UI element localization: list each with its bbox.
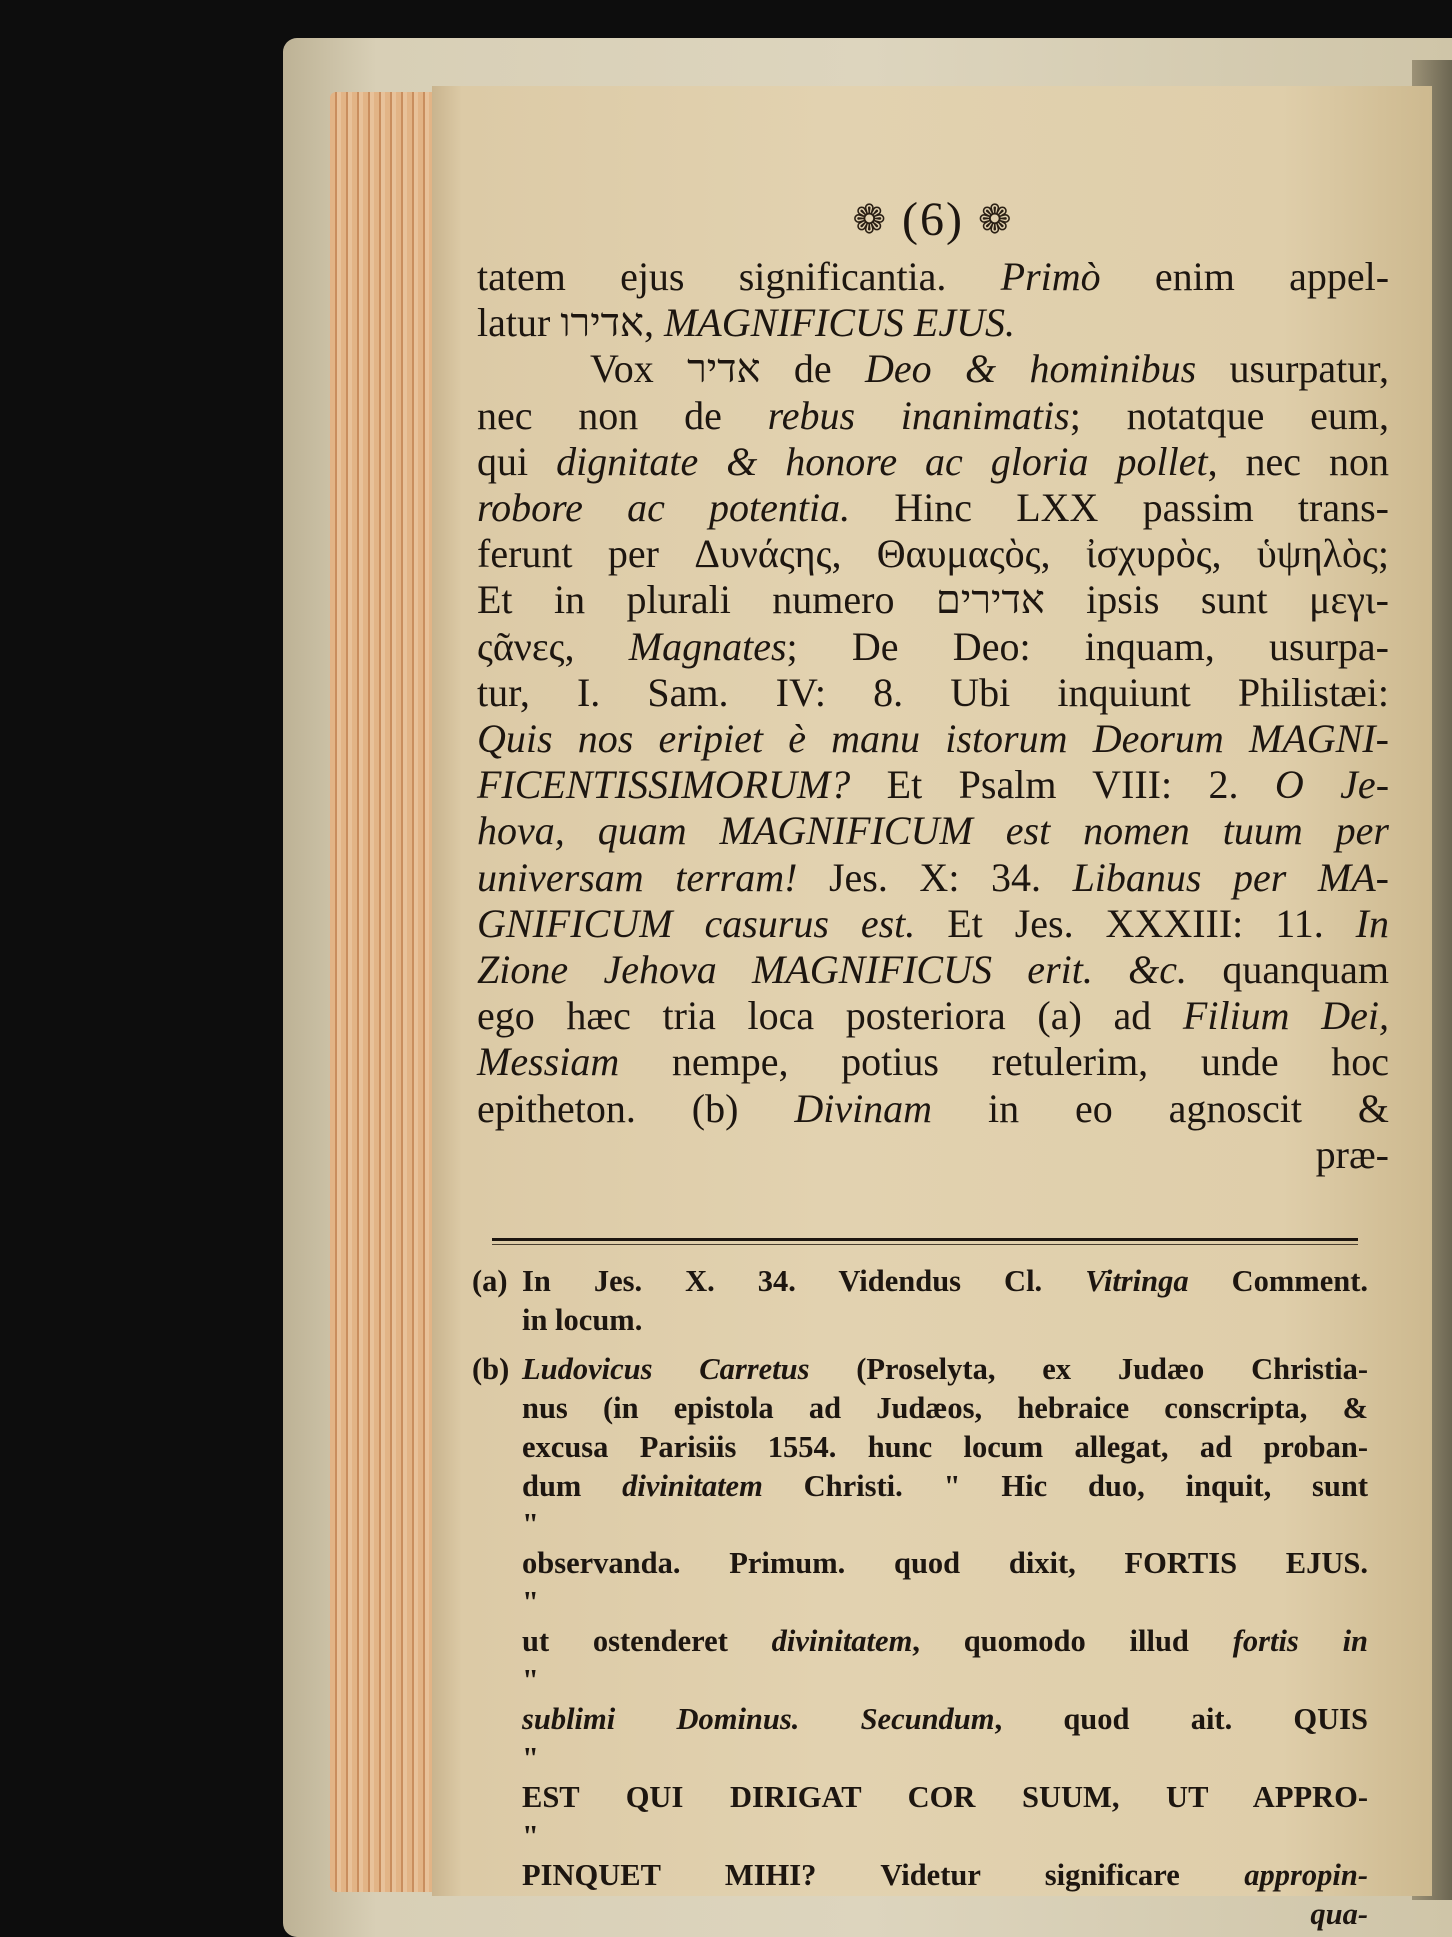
footnote-divider-thin xyxy=(492,1244,1358,1245)
text-line: universam terram! Jes. X: 34. Libanus per MA- xyxy=(477,854,1390,900)
main-text-block xyxy=(477,190,1389,1178)
footnote-line: " PINQUET MIHI? Videtur significare appropin- xyxy=(522,1818,1368,1892)
text-line: Messiam nempe, potius retulerim, unde hoc xyxy=(477,1039,1389,1085)
footnote-line: nus (in epistola ad Judæos, hebraice conscripta, & xyxy=(522,1390,1368,1425)
text-line: Et in plurali numero אדירים ipsis sunt μεγι- xyxy=(477,577,1389,623)
text-line: FICENTISSIMORUM? Et Psalm VIII: 2. O Je- xyxy=(477,762,1390,808)
footnote-mark: (a) xyxy=(472,1264,508,1298)
footnote-line: Ludovicus Carretus (Proselyta, ex Judæo Christia- xyxy=(522,1351,1368,1386)
footnote-divider xyxy=(492,1238,1358,1241)
text-line: ςᾶνες, Magnates; De Deo: inquam, usurpa- xyxy=(477,623,1389,669)
flower-ornament-icon: ❁ xyxy=(852,197,889,242)
text-line: GNIFICUM casurus est. Et Jes. XXXIII: 11. In xyxy=(477,900,1389,946)
footnote-line: " observanda. Primum. quod dixit, FORTIS EJUS. xyxy=(522,1507,1368,1581)
footnote-text xyxy=(522,1350,1368,1934)
footnote-text xyxy=(522,1262,1368,1340)
page-header xyxy=(477,190,1389,250)
footnote xyxy=(472,1350,1368,1934)
body-paragraphs xyxy=(477,254,1389,1178)
text-line: præ- xyxy=(1315,1131,1389,1177)
text-line: nec non de rebus inanimatis; notatque eum, xyxy=(477,392,1390,438)
footnote-line: " EST QUI DIRIGAT COR SUUM, UT APPRO- xyxy=(522,1740,1368,1814)
text-line: Vox אדיר de Deo & hominibus usurpatur, xyxy=(590,346,1389,392)
footnote-line: dum divinitatem Christi. " Hic duo, inquit, sunt xyxy=(522,1468,1368,1503)
text-line: ferunt per Δυνάςης, Θαυμαςὸς, ἰσχυρὸς, ὑψηλὸς; xyxy=(477,531,1389,577)
page-number: (6) xyxy=(902,193,964,246)
text-line: Zione Jehova MAGNIFICUS erit. &c. quanquam xyxy=(477,947,1390,993)
text-line: epitheton. (b) Divinam in eo agnoscit & xyxy=(477,1085,1389,1131)
flower-ornament-icon: ❁ xyxy=(977,197,1014,242)
text-line: hova, quam MAGNIFICUM est nomen tuum per xyxy=(477,808,1389,854)
text-line: ego hæc tria loca posteriora (a) ad Filium Dei, xyxy=(477,993,1389,1039)
text-line: qui dignitate & honore ac gloria pollet, nec non xyxy=(477,438,1389,484)
text-line: Quis nos eripiet è manu istorum Deorum MAGNI- xyxy=(477,716,1389,762)
text-line: latur אדירו, MAGNIFICUS EJUS. xyxy=(477,300,1015,346)
footnote-line: in locum. xyxy=(522,1302,643,1337)
footnotes xyxy=(472,1262,1368,1933)
text-line: tatem ejus significantia. Primò enim appel- xyxy=(477,254,1390,299)
footnote-line: " ut ostenderet divinitatem, quomodo illud fortis in xyxy=(522,1585,1369,1659)
footnote-line: In Jes. X. 34. Videndus Cl. Vitringa Comment. xyxy=(522,1264,1368,1298)
page-edges xyxy=(330,92,440,1892)
text-line: tur, I. Sam. IV: 8. Ubi inquiunt Philistæi: xyxy=(477,669,1389,715)
footnote xyxy=(472,1262,1368,1340)
footnote-line: excusa Parisiis 1554. hunc locum allegat, ad proban- xyxy=(522,1429,1368,1464)
footnote-line: " sublimi Dominus. Secundum, quod ait. QUIS xyxy=(522,1663,1369,1736)
footnote-line: qua- xyxy=(1310,1896,1368,1931)
footnote-mark: (b) xyxy=(472,1351,510,1386)
text-line: robore ac potentia. Hinc LXX passim trans- xyxy=(477,485,1389,531)
